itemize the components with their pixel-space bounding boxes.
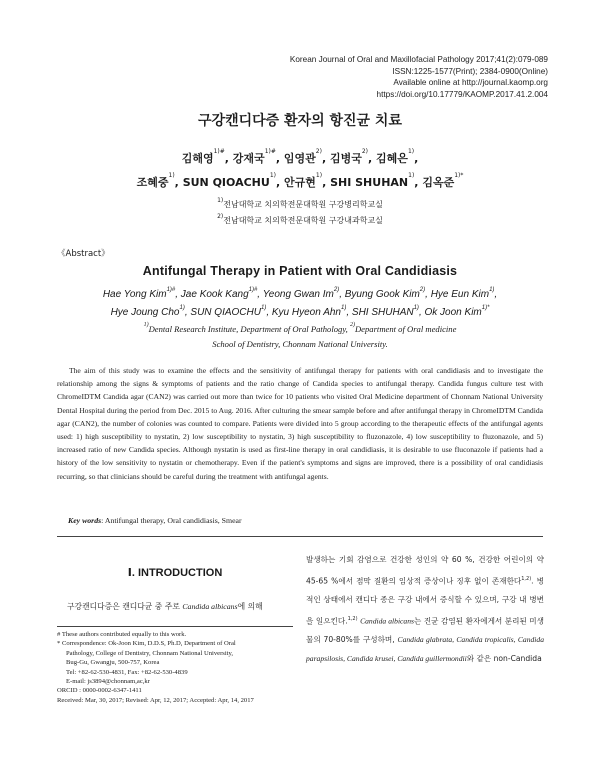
abstract-body: The aim of this study was to examine the effects and the sensitivity of antifungal therapy for patients with oral candidiasis and to investigate the relationship among the signs & symptoms of patients and the ratio change of Candida species to antifungal therapy. Candida fungus culture test with ChromeIDTM Candida agar (CAN2) was carried out more than twice for 10 patients who visited Oral Medicine department of Chonnam National University Dental Hospital during the period from Dec. 2015 to Aug. 2016. After culturing the smear sample before and after antifungal therapy in ChromeIDTM Candida agar (CAN2), the number of colonies was counted to compare. Patients were divided into 5 group according to the therapeutic effects of the antifungal agents used: 1) high susceptibility to nystatin, 2) low susceptibility to nystatin, 3) high susceptibility to fluzonazole, 4) low susceptibility to fluzonazole, and 5) increased ratio of new Candida species. Although nystatin is used as first-line therapy in oral candidiasis, it is desirable to use fluconazole if patients had a history of the low sensitivity to nystatin or chemotherapy. Even if the patient's symptoms and signs are improved, there is a possibility of oral candidiasis recurring, so that clinicians should be careful during the treatment with antifungal agents. [57,366,543,481]
author-name: Hae Yong Kim [102,289,167,300]
english-title: Antifungal Therapy in Patient with Oral Candidiasis [142,264,458,278]
introduction-left-text: 구강캔디다증은 캔디다균 중 주로 Candida albicans에 의해 [67,602,263,611]
author-name: Ok Joon Kim [424,307,482,318]
korean-title: 구강캔디다증 환자의 항진균 치료 [198,113,402,129]
author-name: Hye Eun Kim [430,289,490,300]
section-divider [57,536,543,537]
author-name: SHI SHUHAN [330,176,409,189]
author-name: Byung Gook Kim [344,289,420,300]
footnote-correspondence: * Correspondence: Ok-Joon Kim, D.D.S, Ph.D, Department of Oral [57,640,236,648]
author-name: Hye Joung Cho [110,307,180,318]
author-name: Yeong Gwan Im [262,289,334,300]
introduction-heading: Ⅰ. INTRODUCTION [127,567,223,579]
author-name: 조혜중 [136,176,169,189]
korean-affiliation-1: $^{1)}$전남대학교 치의학전문대학원 구강병리학교실 [217,197,383,209]
footnote-orcid: ORCID : 0000-0002-6347-1411 [57,687,142,695]
journal-header [290,54,548,100]
footnote-dates: Received: Mar, 30, 2017; Revised: Apr, 12, 2017; Accepted: Apr, 14, 2017 [57,696,254,704]
footnote-equal-contribution: # These authors contributed equally to this work. [57,631,187,638]
english-authors-line2: Hye Joung Cho$^{1)}$, SUN QIAOCHU$^{1)}$, Kyu Hyeon Ahn$^{1)}$, SHI SHUHAN$^{1)}$, Ok Joon Kim$^{1)*}$ [110,305,490,318]
keywords-list: : Antifungal therapy, Oral candidiasis, Smear [101,516,242,525]
korean-authors-line1: 김해영$^{1)\#}$, 강재국$^{1)\#}$, 임영관$^{2)}$, 김병국$^{2)}$, 김혜은$^{1)}$, [181,148,419,165]
journal-issn: ISSN:1225-1577(Print); 2384-0900(Online) [392,66,548,76]
korean-authors-line2: 조혜중$^{1)}$, SUN QIOACHU$^{1)}$, 안규현$^{1)}$, SHI SHUHAN$^{1)}$, 김옥준$^{1)*}$ [136,172,464,189]
author-name: 임영관 [283,152,316,165]
author-name: 김옥준 [422,176,455,189]
author-name: 강재국 [232,152,265,165]
author-name: 김혜은 [376,152,408,165]
journal-citation: Korean Journal of Oral and Maxillofacial Pathology 2017;41(2):079-089 [289,55,548,64]
footnote-correspondence-cont: Pathology, College of Dentistry, Chonnam National University, [66,649,234,657]
footnote-phone: Tel: +82-62-530-4831, Fax: +82-62-530-4839 [66,668,188,676]
author-name: 김해영 [181,152,214,165]
author-name: Kyu Hyeon Ahn [271,307,341,318]
journal-url[interactable]: Available online at http://journal.kaomp.org [393,78,548,87]
introduction-right-text: 발생하는 기회 감염으로 건강한 성인의 약 60 %, 건강한 어린이의 약 45-65 %에서 점막 질환의 임상적 증상이나 징후 없이 존재한다$^{1,2)}$. 병적인 상태에서 캔디다 종은 구강 내에서 증식할 수 있으며, 구강 내 병변을 일으킨다.$^{1,2)}$ Candida albicans는 진균 감염된 환자에게서 분리된 미생물의 70-80%를 구성하며, Candida glabrata, Candida tropicalis, Candida parapsilosis, Candida krusei, Candida guillermondii와 같은 non-Candida [306,555,544,664]
author-name: 안규현 [284,176,316,189]
keywords-label: Key words [68,516,102,525]
author-name: SUN QIOACHU [182,176,270,189]
footnotes [57,630,293,705]
abstract-label: 《Abstract》 [57,249,110,259]
footnote-rule [57,626,293,627]
korean-affiliation-2: $^{2)}$전남대학교 치의학전문대학원 구강내과학교실 [217,213,383,225]
english-affiliation-line1: $^{1)}$Dental Research Institute, Department of Oral Pathology, $^{2)}$Department of Oral medicine [143,322,457,334]
journal-doi[interactable]: https://doi.org/10.17779/KAOMP.2017.41.2.004 [376,89,548,99]
author-name: SUN QIAOCHU [190,307,261,318]
footnote-email: E-mail: js3894@chonnam,ac,kr [66,678,150,686]
keywords [68,516,242,525]
author-name: SHI SHUHAN [351,307,414,318]
footnote-address: Bug-Gu, Gwangju, 500-757, Korea [66,659,160,667]
english-affiliation-line2: School of Dentistry, Chonnam National University. [212,339,388,349]
author-name: 김병국 [329,152,362,165]
english-authors-line1: Hae Yong Kim$^{1)\#}$, Jae Kook Kang$^{1)\#}$, Yeong Gwan Im$^{2)}$, Byung Gook Kim$^{2)}$, Hye Eun Kim$^{1)}$, [102,287,498,300]
author-name: Jae Kook Kang [180,289,249,300]
